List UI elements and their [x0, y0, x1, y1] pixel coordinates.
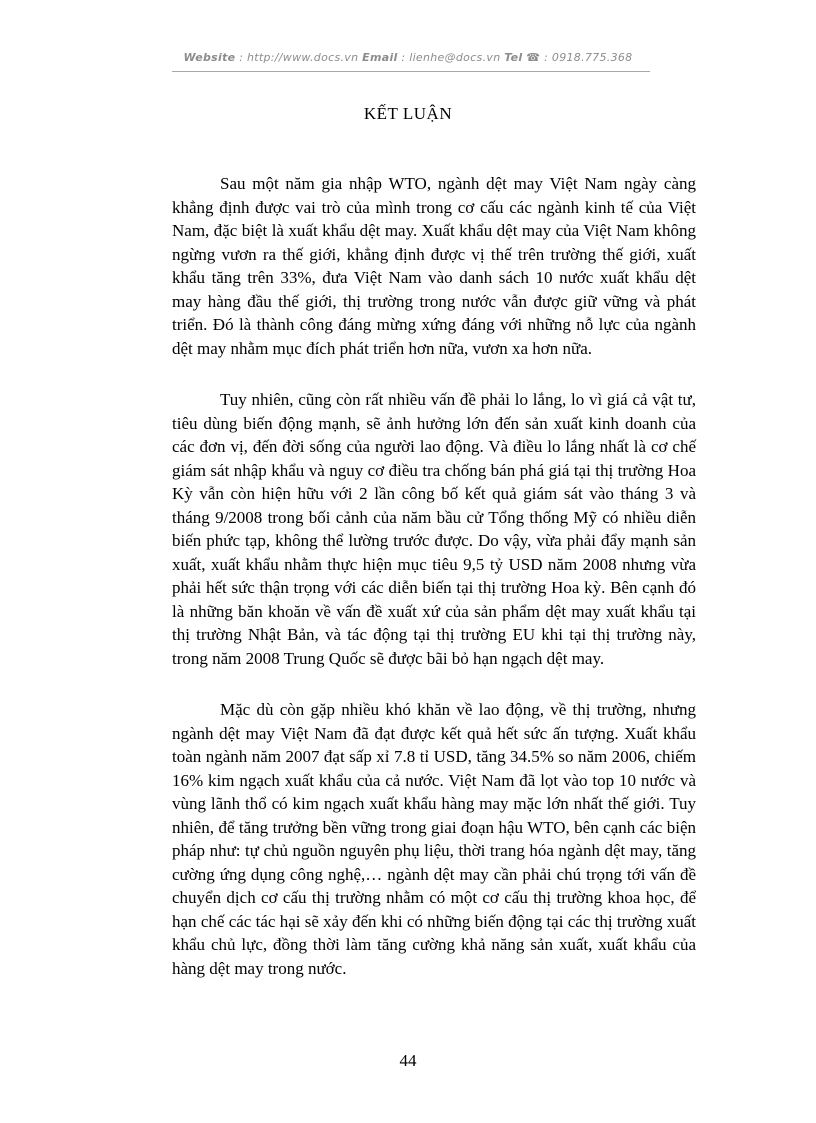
phone-icon: ☎	[526, 51, 541, 64]
page-title: KẾT LUẬN	[363, 104, 453, 123]
email-address[interactable]: : lienhe@docs.vn	[397, 51, 505, 64]
document-body	[172, 172, 696, 1008]
paragraph-3: Mặc dù còn gặp nhiều khó khăn về lao động, về thị trường, nhưng ngành dệt may Việt Nam đã đạt được kết quả hết sức ấn tượng. Xuất khẩu toàn ngành năm 2007 đạt sấp xỉ 7.8 tỉ USD, tăng 34.5% so năm 2006, chiếm 16% kim ngạch xuất khẩu của cả nước. Việt Nam đã lọt vào top 10 nước và vùng lãnh thổ có kim ngạch xuất khẩu hàng may mặc lớn nhất thế giới. Tuy nhiên, để tăng trưởng bền vững trong giai đoạn hậu WTO, bên cạnh các biện pháp như: tự chủ nguồn nguyên phụ liệu, thời trang hóa ngành dệt may, tăng cường ứng dụng công nghệ,… ngành dệt may cần phải chú trọng tới vấn đề chuyển dịch cơ cấu thị trường nhằm có một cơ cấu thị trường khoa học, để hạn chế các tác hại sẽ xảy đến khi có những biến động tại các thị trường xuất khẩu chủ lực, đồng thời làm tăng cường khả năng sản xuất, xuất khẩu của hàng dệt may trong nước.	[172, 700, 696, 978]
tel-label: Tel	[504, 51, 523, 64]
page-header	[0, 51, 816, 64]
website-url[interactable]: : http://www.docs.vn	[235, 51, 363, 64]
header-divider	[172, 71, 650, 72]
paragraph-2: Tuy nhiên, cũng còn rất nhiều vấn đề phải lo lắng, lo vì giá cả vật tư, tiêu dùng biến động mạnh, sẽ ảnh hưởng lớn đến sản xuất kinh doanh của các đơn vị, đến đời sống của người lao động. Và điều lo lắng nhất là cơ chế giám sát nhập khẩu và nguy cơ điều tra chống bán phá giá tại thị trường Hoa Kỳ vẫn còn hiện hữu với 2 lần công bố kết quả giám sát vào tháng 3 và tháng 9/2008 trong bối cảnh của năm bầu cử Tổng thống Mỹ có nhiều diễn biến phức tạp, không thể lường trước được. Do vậy, vừa phải đẩy mạnh sản xuất, xuất khẩu nhằm thực hiện mục tiêu 9,5 tỷ USD năm 2008 nhưng vừa phải hết sức thận trọng với các diễn biến tại thị trường Hoa kỳ. Bên cạnh đó là những băn khoăn về vấn đề xuất xứ của sản phẩm dệt may xuất khẩu tại thị trường Nhật Bản, và tác động tại thị trường EU khi tại thị trường này, trong năm 2008 Trung Quốc sẽ được bãi bỏ hạn ngạch dệt may.	[172, 390, 696, 668]
page-number: 44	[399, 1051, 417, 1070]
email-label: Email	[362, 51, 398, 64]
website-label: Website	[183, 51, 236, 64]
phone-number: : 0918.775.368	[540, 51, 633, 64]
paragraph-1: Sau một năm gia nhập WTO, ngành dệt may Việt Nam ngày càng khẳng định được vai trò của mình trong cơ cấu các ngành kinh tế của Việt Nam, đặc biệt là xuất khẩu dệt may. Xuất khẩu dệt may của Việt Nam không ngừng vươn ra thế giới, khẳng định được vị thế trên trường thế giới, xuất khẩu tăng trên 33%, đưa Việt Nam vào danh sách 10 nước xuất khẩu dệt may hàng đầu thế giới, thị trường trong nước vẫn được giữ vững và phát triển. Đó là thành công đáng mừng xứng đáng với những nỗ lực của ngành dệt may nhằm mục đích phát triển hơn nữa, vươn xa hơn nữa.	[172, 174, 696, 358]
